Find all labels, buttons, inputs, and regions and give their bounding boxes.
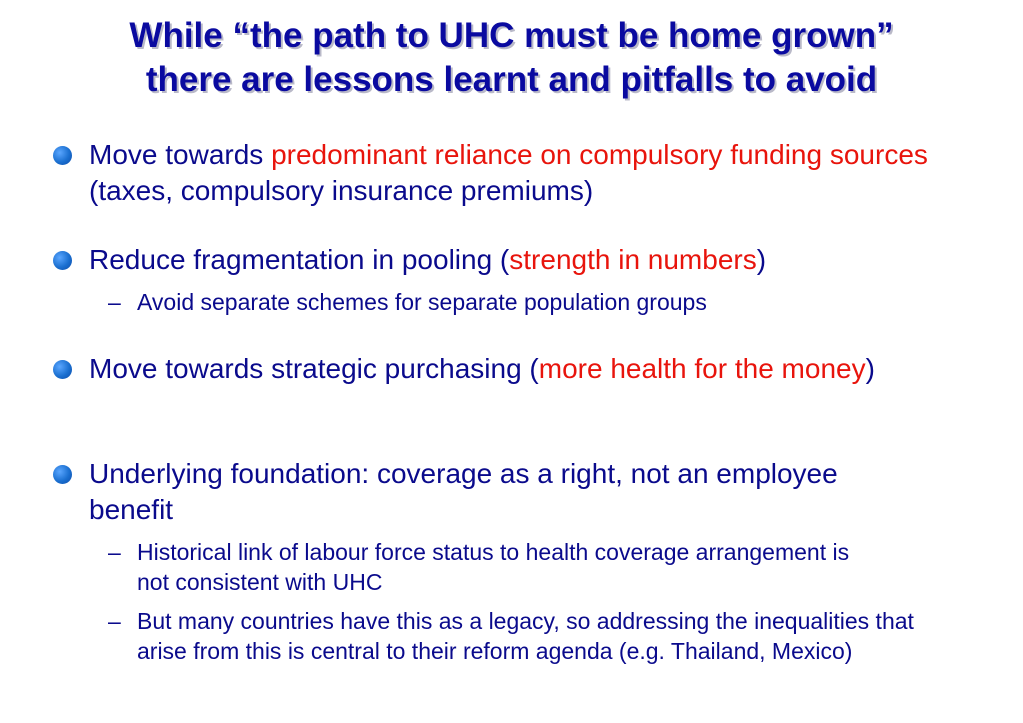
bullet-2-text-end: ) <box>756 244 767 275</box>
slide-title-line-2: there are lessons learnt and pitfalls to avoid <box>145 60 878 99</box>
sub-bullet-dash-icon: – <box>108 608 121 634</box>
bullet-4-sub-1: Historical link of labour force status to health coverage arrangement is not consistent with UHC <box>137 539 850 595</box>
bullet-1-text-end: (taxes, compulsory insurance premiums) <box>89 175 594 206</box>
bullet-3-highlight: more health for the money <box>538 353 866 384</box>
bullet-2 <box>89 242 969 278</box>
bullet-4: Underlying foundation: coverage as a right, not an employee benefit <box>89 458 838 525</box>
sub-bullet-dash-icon: – <box>108 289 121 315</box>
bullet-3 <box>89 351 969 387</box>
bullet-3-text-end: ) <box>865 353 875 384</box>
bullet-3-text: Move towards strategic purchasing ( <box>89 353 539 384</box>
bullet-2-highlight: strength in numbers <box>509 244 757 275</box>
bullet-dot-icon <box>53 251 72 270</box>
bullet-1 <box>89 137 969 209</box>
slide-title-line-1: While “the path to UHC must be home grown” <box>129 16 894 55</box>
bullet-1-highlight: predominant reliance on compulsory funding sources <box>271 139 928 170</box>
sub-bullet-dash-icon: – <box>108 539 121 565</box>
bullet-dot-icon <box>53 465 72 484</box>
bullet-4-sub-2: But many countries have this as a legacy, so addressing the inequalities that arise from this is central to their reform agenda (e.g. Thailand, Mexico) <box>137 608 914 664</box>
bullet-2-sub-1: Avoid separate schemes for separate population groups <box>137 289 707 315</box>
bullet-dot-icon <box>53 360 72 379</box>
bullet-1-text: Move towards <box>89 139 272 170</box>
bullet-2-text: Reduce fragmentation in pooling ( <box>89 244 510 275</box>
bullet-dot-icon <box>53 146 72 165</box>
